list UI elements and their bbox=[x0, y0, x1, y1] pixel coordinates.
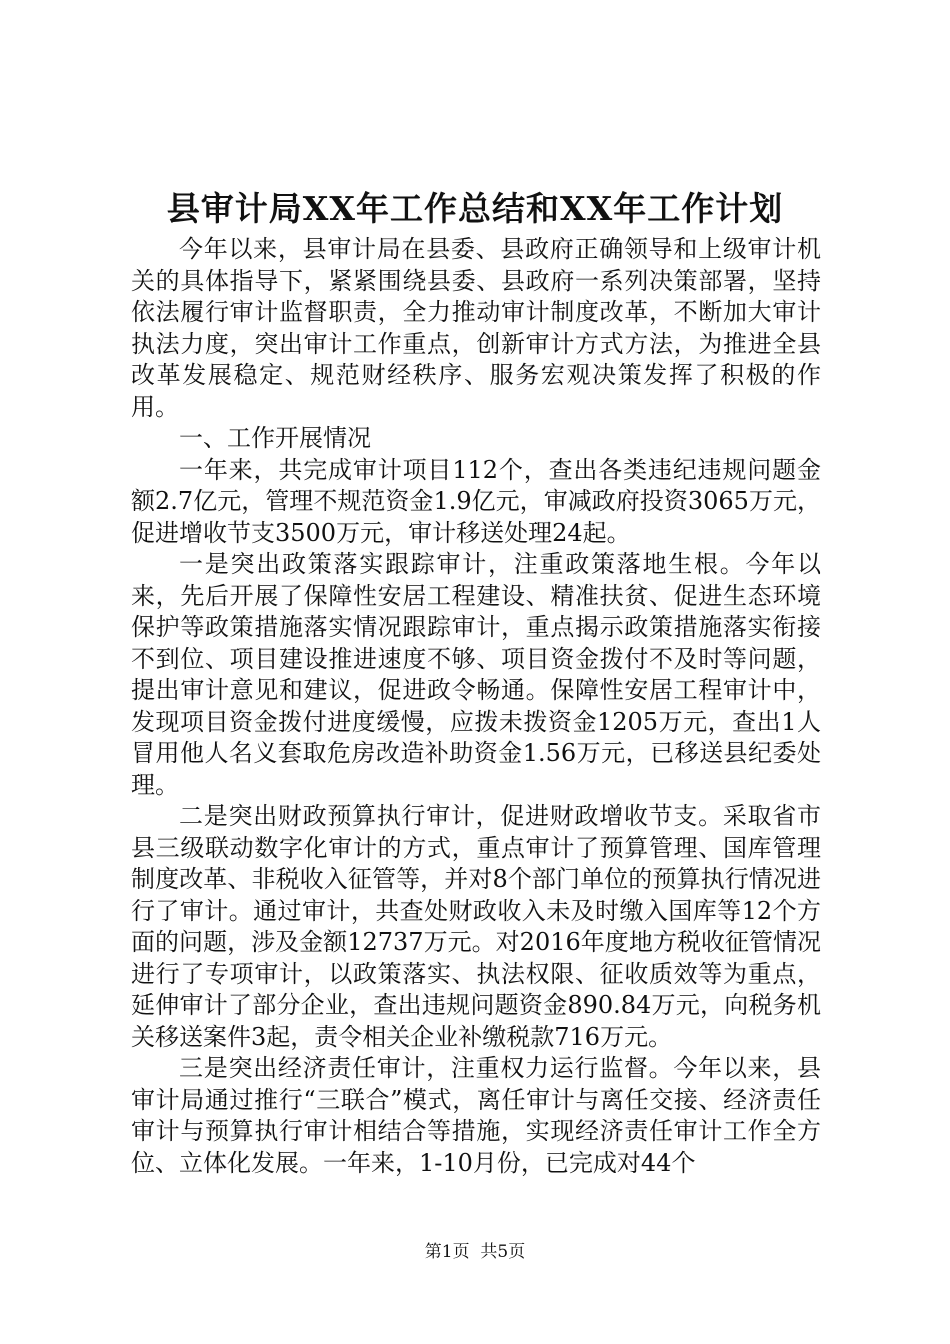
page-footer bbox=[0, 1240, 950, 1264]
document-body bbox=[131, 234, 821, 1179]
section-heading-work-progress: 一、工作开展情况 bbox=[179, 424, 371, 452]
summary-paragraph: 一年来，共完成审计项目112个，查出各类违纪违规问题金额2.7亿元，管理不规范资金1.9亿元，审减政府投资3065万元，促进增收节支3500万元，审计移送处理24起。 bbox=[131, 455, 821, 547]
document-title: 县审计局XX年工作总结和XX年工作计划 bbox=[166, 189, 784, 228]
policy-audit-paragraph: 一是突出政策落实跟踪审计，注重政策落地生根。今年以来，先后开展了保障性安居工程建设、精准扶贫、促进生态环境保护等政策措施落实情况跟踪审计，重点揭示政策措施落实衔接不到位、项目建设推进速度不够、项目资金拨付不及时等问题，提出审计意见和建议，促进政令畅通。保障性安居工程审计中，发现项目资金拨付进度缓慢，应拨未拨资金1205万元，查出1人冒用他人名义套取危房改造补助资金1.56万元，已移送县纪委处理。 bbox=[131, 550, 821, 799]
page-number-current: 第1页 bbox=[424, 1242, 470, 1262]
economic-responsibility-paragraph: 三是突出经济责任审计，注重权力运行监督。今年以来，县审计局通过推行“三联合”模式，离任审计与离任交接、经济责任审计与预算执行审计相结合等措施，实现经济责任审计工作全方位、立体化发展。一年来，1-10月份，已完成对44个 bbox=[131, 1054, 821, 1177]
budget-audit-paragraph: 二是突出财政预算执行审计，促进财政增收节支。采取省市县三级联动数字化审计的方式，重点审计了预算管理、国库管理制度改革、非税收入征管等，并对8个部门单位的预算执行情况进行了审计。通过审计，共查处财政收入未及时缴入国库等12个方面的问题，涉及金额12737万元。对2016年度地方税收征管情况进行了专项审计，以政策落实、执法权限、征收质效等为重点，延伸审计了部分企业，查出违规问题资金890.84万元，向税务机关移送案件3起，责令相关企业补缴税款716万元。 bbox=[131, 802, 821, 1051]
page-number-total: 共5页 bbox=[480, 1242, 526, 1262]
intro-paragraph: 今年以来，县审计局在县委、县政府正确领导和上级审计机关的具体指导下，紧紧围绕县委、县政府一系列决策部署，坚持依法履行审计监督职责，全力推动审计制度改革，不断加大审计执法力度，突出审计工作重点，创新审计方式方法，为推进全县改革发展稳定、规范财经秩序、服务宏观决策发挥了积极的作用。 bbox=[131, 235, 821, 421]
footer-separator bbox=[470, 1242, 481, 1262]
